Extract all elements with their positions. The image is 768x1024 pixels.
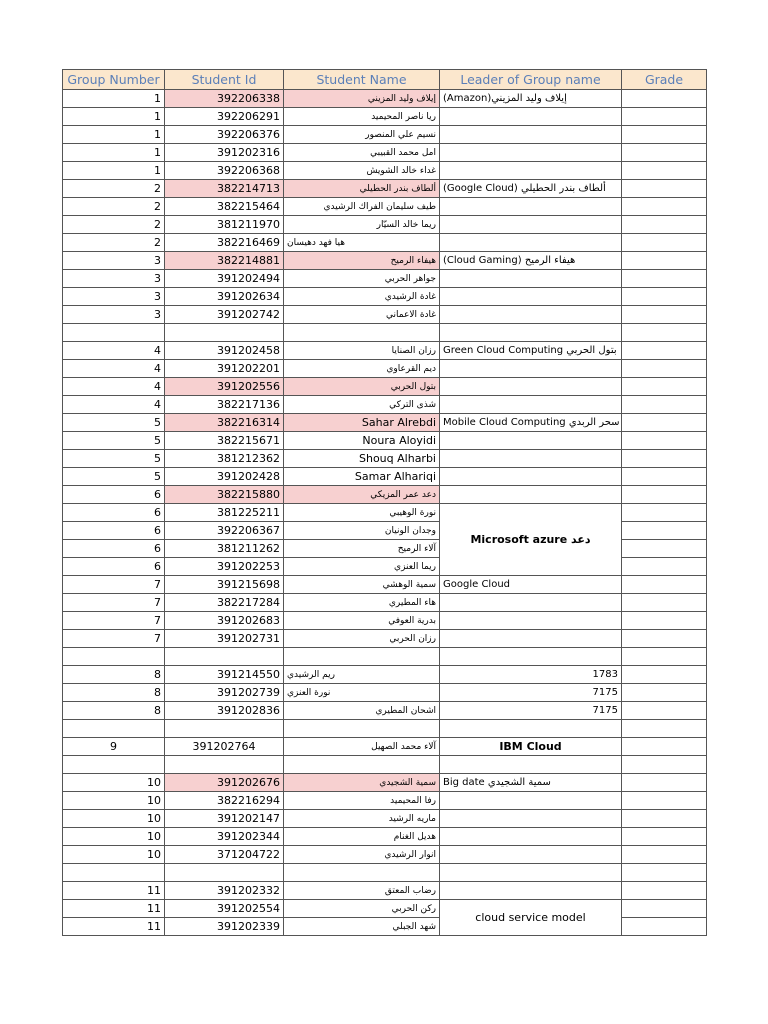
student-id-cell[interactable]: 391202428 xyxy=(165,468,284,486)
blank-row xyxy=(63,324,707,342)
group-number-cell[interactable]: 6 xyxy=(63,486,165,504)
empty-cell[interactable] xyxy=(63,324,165,342)
empty-cell[interactable] xyxy=(165,324,284,342)
leader-cell[interactable] xyxy=(440,126,622,144)
grade-cell[interactable] xyxy=(622,360,707,378)
empty-cell[interactable] xyxy=(440,720,622,738)
student-name-cell[interactable]: ريم الرشيدي xyxy=(284,666,440,684)
group-number-cell[interactable]: 10 xyxy=(63,774,165,792)
student-name-cell[interactable]: Shouq Alharbi xyxy=(284,450,440,468)
grade-cell[interactable] xyxy=(622,270,707,288)
student-name-cell[interactable]: ريما خالد السيّار xyxy=(284,216,440,234)
leader-cell[interactable] xyxy=(440,612,622,630)
empty-cell[interactable] xyxy=(440,648,622,666)
leader-cell[interactable] xyxy=(440,288,622,306)
leader-cell[interactable] xyxy=(440,108,622,126)
grade-cell[interactable] xyxy=(622,504,707,522)
leader-cell[interactable] xyxy=(440,882,622,900)
student-name-cell[interactable]: إيلاف وليد المزيني xyxy=(284,90,440,108)
leader-cell[interactable] xyxy=(440,846,622,864)
student-name-cell[interactable]: ديم القرعاوي xyxy=(284,360,440,378)
student-name-cell[interactable]: بدرية العوفي xyxy=(284,612,440,630)
student-name-cell[interactable]: ماريه الرشيد xyxy=(284,810,440,828)
group-number-cell[interactable]: 2 xyxy=(63,216,165,234)
group-number-cell[interactable]: 10 xyxy=(63,828,165,846)
table-row xyxy=(63,882,707,900)
student-name-cell[interactable]: بتول الحربي xyxy=(284,378,440,396)
leader-cell[interactable]: (Cloud Gaming) هيفاء الرميح xyxy=(440,252,622,270)
table-row xyxy=(63,198,707,216)
grade-cell[interactable] xyxy=(622,306,707,324)
grade-cell[interactable] xyxy=(622,342,707,360)
empty-cell[interactable] xyxy=(63,864,165,882)
table-row xyxy=(63,666,707,684)
student-id-cell[interactable]: 391214550 xyxy=(165,666,284,684)
blank-row xyxy=(63,756,707,774)
student-id-cell[interactable]: 381211262 xyxy=(165,540,284,558)
table-row xyxy=(63,144,707,162)
leader-cell[interactable]: IBM Cloud xyxy=(440,738,622,756)
grade-cell[interactable] xyxy=(622,414,707,432)
grade-cell[interactable] xyxy=(622,738,707,756)
table-row xyxy=(63,846,707,864)
blank-row xyxy=(63,648,707,666)
grade-cell[interactable] xyxy=(622,216,707,234)
group-number-cell[interactable]: 6 xyxy=(63,504,165,522)
table-row xyxy=(63,828,707,846)
student-name-cell[interactable]: Noura Aloyidi xyxy=(284,432,440,450)
group-number-cell[interactable]: 10 xyxy=(63,792,165,810)
group-number-cell[interactable]: 8 xyxy=(63,684,165,702)
grade-cell[interactable] xyxy=(622,846,707,864)
table-row xyxy=(63,468,707,486)
group-number-cell[interactable]: 7 xyxy=(63,630,165,648)
grade-cell[interactable] xyxy=(622,882,707,900)
empty-cell[interactable] xyxy=(284,324,440,342)
empty-cell[interactable] xyxy=(622,648,707,666)
grade-cell[interactable] xyxy=(622,684,707,702)
group-number-cell[interactable]: 6 xyxy=(63,522,165,540)
group-number-cell[interactable]: 8 xyxy=(63,666,165,684)
group-number-cell[interactable]: 2 xyxy=(63,198,165,216)
leader-cell[interactable] xyxy=(440,144,622,162)
table-row xyxy=(63,180,707,198)
grade-cell[interactable] xyxy=(622,828,707,846)
empty-cell[interactable] xyxy=(165,648,284,666)
leader-cell[interactable]: (Google Cloud) ألطاف بندر الحطيلي xyxy=(440,180,622,198)
table-row xyxy=(63,342,707,360)
grade-cell[interactable] xyxy=(622,144,707,162)
student-id-cell[interactable]: 382214713 xyxy=(165,180,284,198)
student-name-cell[interactable]: ريا ناصر المحيميد xyxy=(284,108,440,126)
table-row xyxy=(63,270,707,288)
table-row xyxy=(63,630,707,648)
header-leader-of-group[interactable]: Leader of Group name xyxy=(440,70,622,90)
group-number-cell[interactable]: 5 xyxy=(63,432,165,450)
group-number-cell[interactable]: 11 xyxy=(63,900,165,918)
leader-cell[interactable] xyxy=(440,432,622,450)
student-name-cell[interactable]: رفا المحيميد xyxy=(284,792,440,810)
grade-cell[interactable] xyxy=(622,378,707,396)
student-name-cell[interactable]: غادة الاعماني xyxy=(284,306,440,324)
grade-cell[interactable] xyxy=(622,630,707,648)
empty-cell[interactable] xyxy=(63,648,165,666)
header-group-number[interactable]: Group Number xyxy=(63,70,165,90)
student-name-cell[interactable]: طيف سليمان الفراك الرشيدي xyxy=(284,198,440,216)
table-row xyxy=(63,432,707,450)
group-number-cell[interactable]: 3 xyxy=(63,306,165,324)
empty-cell[interactable] xyxy=(440,756,622,774)
table-row xyxy=(63,414,707,432)
grade-cell[interactable] xyxy=(622,450,707,468)
table-row xyxy=(63,378,707,396)
student-name-cell[interactable]: انوار الرشيدي xyxy=(284,846,440,864)
student-name-cell[interactable]: دعد عمر المزيكي xyxy=(284,486,440,504)
grade-cell[interactable] xyxy=(622,576,707,594)
group-number-cell[interactable]: 6 xyxy=(63,540,165,558)
empty-cell[interactable] xyxy=(622,864,707,882)
student-id-cell[interactable]: 382217284 xyxy=(165,594,284,612)
leader-cell[interactable] xyxy=(440,306,622,324)
leader-cell[interactable]: 7175 xyxy=(440,684,622,702)
leader-cell[interactable]: Mobile Cloud Computing سحر الربدي xyxy=(440,414,622,432)
student-id-cell[interactable]: 391202344 xyxy=(165,828,284,846)
student-id-cell[interactable]: 391202556 xyxy=(165,378,284,396)
table-row xyxy=(63,684,707,702)
leader-cell[interactable] xyxy=(440,162,622,180)
group-number-cell[interactable]: 5 xyxy=(63,450,165,468)
grade-cell[interactable] xyxy=(622,198,707,216)
grade-cell[interactable] xyxy=(622,522,707,540)
table-row xyxy=(63,792,707,810)
group-number-cell[interactable]: 11 xyxy=(63,882,165,900)
student-name-cell[interactable]: سمية الشجيدي xyxy=(284,774,440,792)
table-row xyxy=(63,900,707,918)
empty-cell[interactable] xyxy=(622,756,707,774)
group-number-cell[interactable]: 6 xyxy=(63,558,165,576)
group-number-cell[interactable]: 4 xyxy=(63,378,165,396)
student-id-cell[interactable]: 391202634 xyxy=(165,288,284,306)
leader-cell[interactable] xyxy=(440,828,622,846)
group-number-cell[interactable]: 4 xyxy=(63,396,165,414)
student-id-cell[interactable]: 382216314 xyxy=(165,414,284,432)
table-row xyxy=(63,774,707,792)
empty-cell[interactable] xyxy=(165,720,284,738)
student-name-cell[interactable]: هديل الغنام xyxy=(284,828,440,846)
student-name-cell[interactable]: هيا فهد دهيسان xyxy=(284,234,440,252)
leader-cell[interactable] xyxy=(440,450,622,468)
table-row xyxy=(63,738,707,756)
leader-cell[interactable] xyxy=(440,378,622,396)
student-name-cell[interactable]: ريما العنزي xyxy=(284,558,440,576)
grade-cell[interactable] xyxy=(622,612,707,630)
grade-cell[interactable] xyxy=(622,180,707,198)
student-id-cell[interactable]: 391202458 xyxy=(165,342,284,360)
table-row xyxy=(63,612,707,630)
empty-cell[interactable] xyxy=(165,864,284,882)
grade-cell[interactable] xyxy=(622,792,707,810)
grade-cell[interactable] xyxy=(622,108,707,126)
student-name-cell[interactable]: ركن الحربي xyxy=(284,900,440,918)
table-row xyxy=(63,810,707,828)
student-name-cell[interactable]: اشحان المطيري xyxy=(284,702,440,720)
empty-cell[interactable] xyxy=(284,864,440,882)
student-name-cell[interactable]: آلاء الرميح xyxy=(284,540,440,558)
leader-cell[interactable] xyxy=(440,396,622,414)
student-name-cell[interactable]: Sahar Alrebdi xyxy=(284,414,440,432)
group-number-cell[interactable]: 4 xyxy=(63,342,165,360)
group-number-cell[interactable]: 3 xyxy=(63,252,165,270)
group-number-cell[interactable]: 1 xyxy=(63,162,165,180)
grade-cell[interactable] xyxy=(622,810,707,828)
group-number-cell[interactable]: 1 xyxy=(63,90,165,108)
grade-cell[interactable] xyxy=(622,126,707,144)
group-number-cell[interactable]: 7 xyxy=(63,576,165,594)
student-name-cell[interactable]: هيفاء الرميح xyxy=(284,252,440,270)
empty-cell[interactable] xyxy=(622,324,707,342)
table-row xyxy=(63,108,707,126)
student-id-cell[interactable]: 392206338 xyxy=(165,90,284,108)
student-id-cell[interactable]: 391202253 xyxy=(165,558,284,576)
group-number-cell[interactable]: 9 xyxy=(63,738,165,756)
table-row xyxy=(63,504,707,522)
table-row xyxy=(63,216,707,234)
student-name-cell[interactable]: امل محمد القبيبي xyxy=(284,144,440,162)
grade-cell[interactable] xyxy=(622,702,707,720)
table-body xyxy=(63,90,707,936)
group-number-cell[interactable]: 10 xyxy=(63,846,165,864)
leader-cell[interactable] xyxy=(440,486,622,504)
student-id-cell[interactable]: 391202201 xyxy=(165,360,284,378)
student-id-cell[interactable]: 381211970 xyxy=(165,216,284,234)
leader-cell[interactable] xyxy=(440,360,622,378)
table-row xyxy=(63,486,707,504)
grade-cell[interactable] xyxy=(622,918,707,936)
leader-cell[interactable]: 1783 xyxy=(440,666,622,684)
table-row xyxy=(63,252,707,270)
student-name-cell[interactable]: Samar Alhariqi xyxy=(284,468,440,486)
leader-cell[interactable] xyxy=(440,216,622,234)
student-name-cell[interactable]: آلاء محمد الصهيل xyxy=(284,738,440,756)
header-student-name[interactable]: Student Name xyxy=(284,70,440,90)
student-id-cell[interactable]: 391202742 xyxy=(165,306,284,324)
leader-cell[interactable]: Microsoft azure دعد xyxy=(440,504,622,576)
grade-cell[interactable] xyxy=(622,558,707,576)
header-row xyxy=(63,70,707,90)
leader-cell[interactable]: Big date سمية الشجيدي xyxy=(440,774,622,792)
student-id-cell[interactable]: 381212362 xyxy=(165,450,284,468)
student-id-cell[interactable]: 391202764 xyxy=(165,738,284,756)
leader-cell[interactable] xyxy=(440,234,622,252)
student-name-cell[interactable]: شذى التركي xyxy=(284,396,440,414)
leader-cell[interactable]: Green Cloud Computing بتول الحربي xyxy=(440,342,622,360)
group-number-cell[interactable]: 1 xyxy=(63,108,165,126)
student-id-cell[interactable]: 391202147 xyxy=(165,810,284,828)
student-name-cell[interactable]: هاء المطيري xyxy=(284,594,440,612)
student-name-cell[interactable]: رزان الصنايا xyxy=(284,342,440,360)
student-id-cell[interactable]: 371204722 xyxy=(165,846,284,864)
student-id-cell[interactable]: 382217136 xyxy=(165,396,284,414)
student-id-cell[interactable]: 391202494 xyxy=(165,270,284,288)
empty-cell[interactable] xyxy=(284,648,440,666)
student-id-cell[interactable]: 391202332 xyxy=(165,882,284,900)
group-number-cell[interactable]: 4 xyxy=(63,360,165,378)
student-name-cell[interactable]: رضاب المعتق xyxy=(284,882,440,900)
student-name-cell[interactable]: شهد الجبلي xyxy=(284,918,440,936)
group-number-cell[interactable]: 3 xyxy=(63,270,165,288)
leader-cell[interactable]: (Amazon)إيلاف وليد المزيني xyxy=(440,90,622,108)
grade-cell[interactable] xyxy=(622,468,707,486)
empty-cell[interactable] xyxy=(622,720,707,738)
leader-cell[interactable] xyxy=(440,270,622,288)
empty-cell[interactable] xyxy=(63,756,165,774)
grade-cell[interactable] xyxy=(622,162,707,180)
table-row xyxy=(63,162,707,180)
grade-cell[interactable] xyxy=(622,396,707,414)
group-number-cell[interactable]: 2 xyxy=(63,180,165,198)
group-number-cell[interactable]: 10 xyxy=(63,810,165,828)
table-row xyxy=(63,594,707,612)
table-row xyxy=(63,90,707,108)
grade-cell[interactable] xyxy=(622,90,707,108)
student-name-cell[interactable]: ألطاف بندر الحطيلي xyxy=(284,180,440,198)
student-id-cell[interactable]: 381225211 xyxy=(165,504,284,522)
group-number-cell[interactable]: 7 xyxy=(63,612,165,630)
group-number-cell[interactable]: 1 xyxy=(63,144,165,162)
leader-cell[interactable] xyxy=(440,810,622,828)
grade-cell[interactable] xyxy=(622,540,707,558)
grade-cell[interactable] xyxy=(622,900,707,918)
student-name-cell[interactable]: وجدان الونيان xyxy=(284,522,440,540)
leader-cell[interactable] xyxy=(440,594,622,612)
student-name-cell[interactable]: غداء خالد الشويش xyxy=(284,162,440,180)
group-number-cell[interactable]: 3 xyxy=(63,288,165,306)
student-id-cell[interactable]: 392206367 xyxy=(165,522,284,540)
empty-cell[interactable] xyxy=(63,720,165,738)
group-number-cell[interactable]: 5 xyxy=(63,468,165,486)
leader-cell[interactable]: Google Cloud xyxy=(440,576,622,594)
student-name-cell[interactable]: سمية الوهشي xyxy=(284,576,440,594)
student-id-cell[interactable]: 382215880 xyxy=(165,486,284,504)
student-name-cell[interactable]: جواهر الحربي xyxy=(284,270,440,288)
group-number-cell[interactable]: 8 xyxy=(63,702,165,720)
blank-row xyxy=(63,720,707,738)
student-id-cell[interactable]: 391202683 xyxy=(165,612,284,630)
leader-cell[interactable]: 7175 xyxy=(440,702,622,720)
student-id-cell[interactable]: 382215671 xyxy=(165,432,284,450)
leader-cell[interactable]: cloud service model xyxy=(440,900,622,936)
student-id-cell[interactable]: 391215698 xyxy=(165,576,284,594)
spreadsheet-table xyxy=(62,69,707,936)
student-id-cell[interactable]: 392206291 xyxy=(165,108,284,126)
student-id-cell[interactable]: 391202339 xyxy=(165,918,284,936)
group-number-cell[interactable]: 5 xyxy=(63,414,165,432)
empty-cell[interactable] xyxy=(284,720,440,738)
table-row xyxy=(63,288,707,306)
empty-cell[interactable] xyxy=(440,324,622,342)
table-row xyxy=(63,306,707,324)
table-row xyxy=(63,126,707,144)
grade-cell[interactable] xyxy=(622,432,707,450)
table-row xyxy=(63,360,707,378)
student-id-cell[interactable]: 391202739 xyxy=(165,684,284,702)
student-id-cell[interactable]: 391202554 xyxy=(165,900,284,918)
grade-cell[interactable] xyxy=(622,594,707,612)
student-id-cell[interactable]: 392206376 xyxy=(165,126,284,144)
table-row xyxy=(63,450,707,468)
grade-cell[interactable] xyxy=(622,774,707,792)
grade-cell[interactable] xyxy=(622,486,707,504)
student-id-cell[interactable]: 391202836 xyxy=(165,702,284,720)
header-grade[interactable]: Grade xyxy=(622,70,707,90)
student-name-cell[interactable]: غادة الرشيدي xyxy=(284,288,440,306)
leader-cell[interactable] xyxy=(440,198,622,216)
empty-cell[interactable] xyxy=(440,864,622,882)
student-name-cell[interactable]: نسيم علي المنصور xyxy=(284,126,440,144)
student-id-cell[interactable]: 391202316 xyxy=(165,144,284,162)
group-number-cell[interactable]: 1 xyxy=(63,126,165,144)
student-name-cell[interactable]: رزان الحربي xyxy=(284,630,440,648)
table-row xyxy=(63,234,707,252)
table-row xyxy=(63,576,707,594)
student-id-cell[interactable]: 382215464 xyxy=(165,198,284,216)
student-name-cell[interactable]: نورة الوهيبي xyxy=(284,504,440,522)
group-number-cell[interactable]: 2 xyxy=(63,234,165,252)
grade-cell[interactable] xyxy=(622,234,707,252)
student-id-cell[interactable]: 391202731 xyxy=(165,630,284,648)
header-student-id[interactable]: Student Id xyxy=(165,70,284,90)
leader-cell[interactable] xyxy=(440,630,622,648)
student-id-cell[interactable]: 382216469 xyxy=(165,234,284,252)
group-number-cell[interactable]: 7 xyxy=(63,594,165,612)
table-row xyxy=(63,396,707,414)
blank-row xyxy=(63,864,707,882)
grade-cell[interactable] xyxy=(622,288,707,306)
leader-cell[interactable] xyxy=(440,792,622,810)
student-id-cell[interactable]: 382216294 xyxy=(165,792,284,810)
table-row xyxy=(63,702,707,720)
grade-cell[interactable] xyxy=(622,252,707,270)
empty-cell[interactable] xyxy=(284,756,440,774)
student-id-cell[interactable]: 382214881 xyxy=(165,252,284,270)
leader-cell[interactable] xyxy=(440,468,622,486)
grade-cell[interactable] xyxy=(622,666,707,684)
student-name-cell[interactable]: نورة العنزي xyxy=(284,684,440,702)
group-number-cell[interactable]: 11 xyxy=(63,918,165,936)
student-id-cell[interactable]: 392206368 xyxy=(165,162,284,180)
empty-cell[interactable] xyxy=(165,756,284,774)
student-id-cell[interactable]: 391202676 xyxy=(165,774,284,792)
